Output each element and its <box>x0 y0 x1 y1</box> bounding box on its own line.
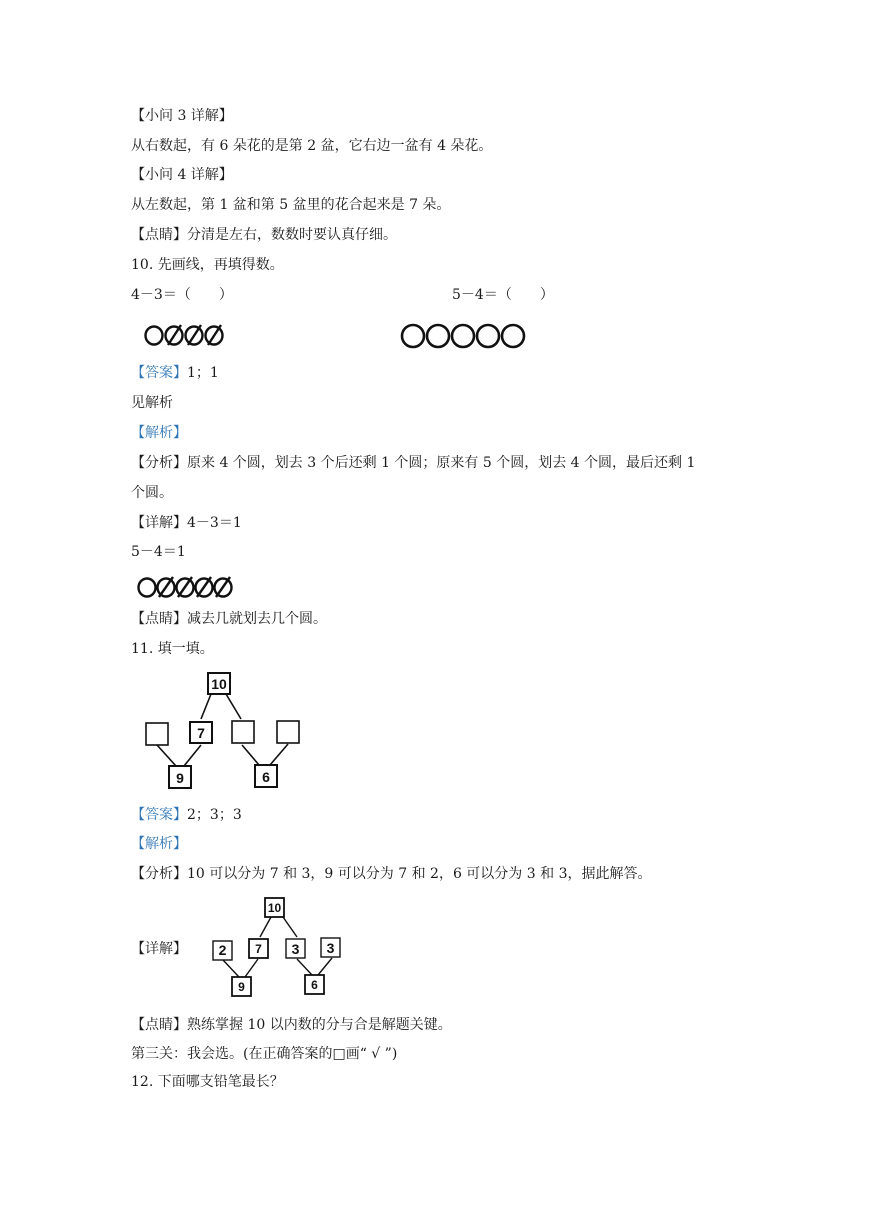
q11-analysis: 【分析】10 可以分为 7 和 3，9 可以分为 7 和 2，6 可以分为 3 和 3，据此解答。 <box>131 866 652 882</box>
box-empty <box>232 721 254 743</box>
circle <box>146 327 163 345</box>
circle <box>477 325 499 347</box>
tree-bottom-left-number: 9 <box>238 980 245 994</box>
tree-known-number: 7 <box>197 725 205 741</box>
q12-title: 12. 下面哪支铅笔最长？ <box>131 1074 284 1090</box>
q10-answer <box>131 364 219 382</box>
tree-bottom-right-number: 6 <box>311 978 318 992</box>
q9-tip: 【点睛】分清是左右，数数时要认真仔细。 <box>131 227 397 243</box>
q10-analysis-line1: 【分析】原来 4 个圆，划去 3 个后还剩 1 个圆；原来有 5 个圆，划去 4 个圆，最后还剩 1 <box>131 455 696 471</box>
circle <box>427 325 449 347</box>
answer-tag: 【答案】 <box>131 365 187 381</box>
q4-heading: 【小问 4 详解】 <box>131 167 233 183</box>
answer-value: 2；3；3 <box>187 807 242 823</box>
q10-right-circles-figure <box>400 321 526 351</box>
q10-detail-circles-figure <box>137 575 237 600</box>
tree-answer-number: 3 <box>291 941 300 957</box>
box-empty <box>277 721 299 743</box>
q11-number-tree-answer <box>208 895 358 1001</box>
circle <box>452 325 474 347</box>
q10-right-equation: 5－4＝（ ） <box>452 287 554 303</box>
tree-top-number: 10 <box>267 901 282 915</box>
circle <box>139 579 156 597</box>
section-3-heading: 第三关：我会选。(在正确答案的□画“ √ ”) <box>131 1046 398 1062</box>
q4-text: 从左数起，第 1 盆和第 5 盆里的花合起来是 7 朵。 <box>131 197 451 213</box>
circle <box>402 325 424 347</box>
box-empty <box>146 723 168 745</box>
tree-bottom-left-number: 9 <box>176 770 184 786</box>
q11-answer <box>131 806 242 824</box>
q11-title: 11. 填一填。 <box>131 641 214 657</box>
tree-known-number: 7 <box>255 942 262 956</box>
q10-tip: 【点睛】减去几就划去几个圆。 <box>131 611 327 627</box>
tree-bottom-right-number: 6 <box>262 769 270 785</box>
q11-number-tree-question <box>142 670 304 792</box>
q10-left-circles-figure <box>144 323 226 348</box>
q11-detail-label: 【详解】 <box>131 941 187 957</box>
answer-value: 1；1 <box>187 365 219 381</box>
q10-detail-line2: 5－4＝1 <box>131 544 186 560</box>
q3-text: 从右数起，有 6 朵花的是第 2 盆，它右边一盆有 4 朵花。 <box>131 138 493 154</box>
q10-left-equation: 4－3＝（ ） <box>131 287 233 303</box>
q11-tip: 【点睛】熟练掌握 10 以内数的分与合是解题关键。 <box>131 1017 452 1033</box>
q10-jiexi-tag: 【解析】 <box>131 425 187 441</box>
tree-answer-number: 2 <box>218 942 227 958</box>
tree-answer-number: 3 <box>326 940 335 956</box>
q10-title: 10. 先画线，再填得数。 <box>131 257 284 273</box>
q11-jiexi-tag: 【解析】 <box>131 836 187 852</box>
q10-see-explanation: 见解析 <box>131 395 173 411</box>
q10-detail-line1: 【详解】4－3＝1 <box>131 515 242 531</box>
tree-top-number: 10 <box>211 676 227 692</box>
q10-analysis-line2: 个圆。 <box>131 485 173 501</box>
answer-tag: 【答案】 <box>131 807 187 823</box>
circle <box>502 325 524 347</box>
q3-heading: 【小问 3 详解】 <box>131 108 233 124</box>
